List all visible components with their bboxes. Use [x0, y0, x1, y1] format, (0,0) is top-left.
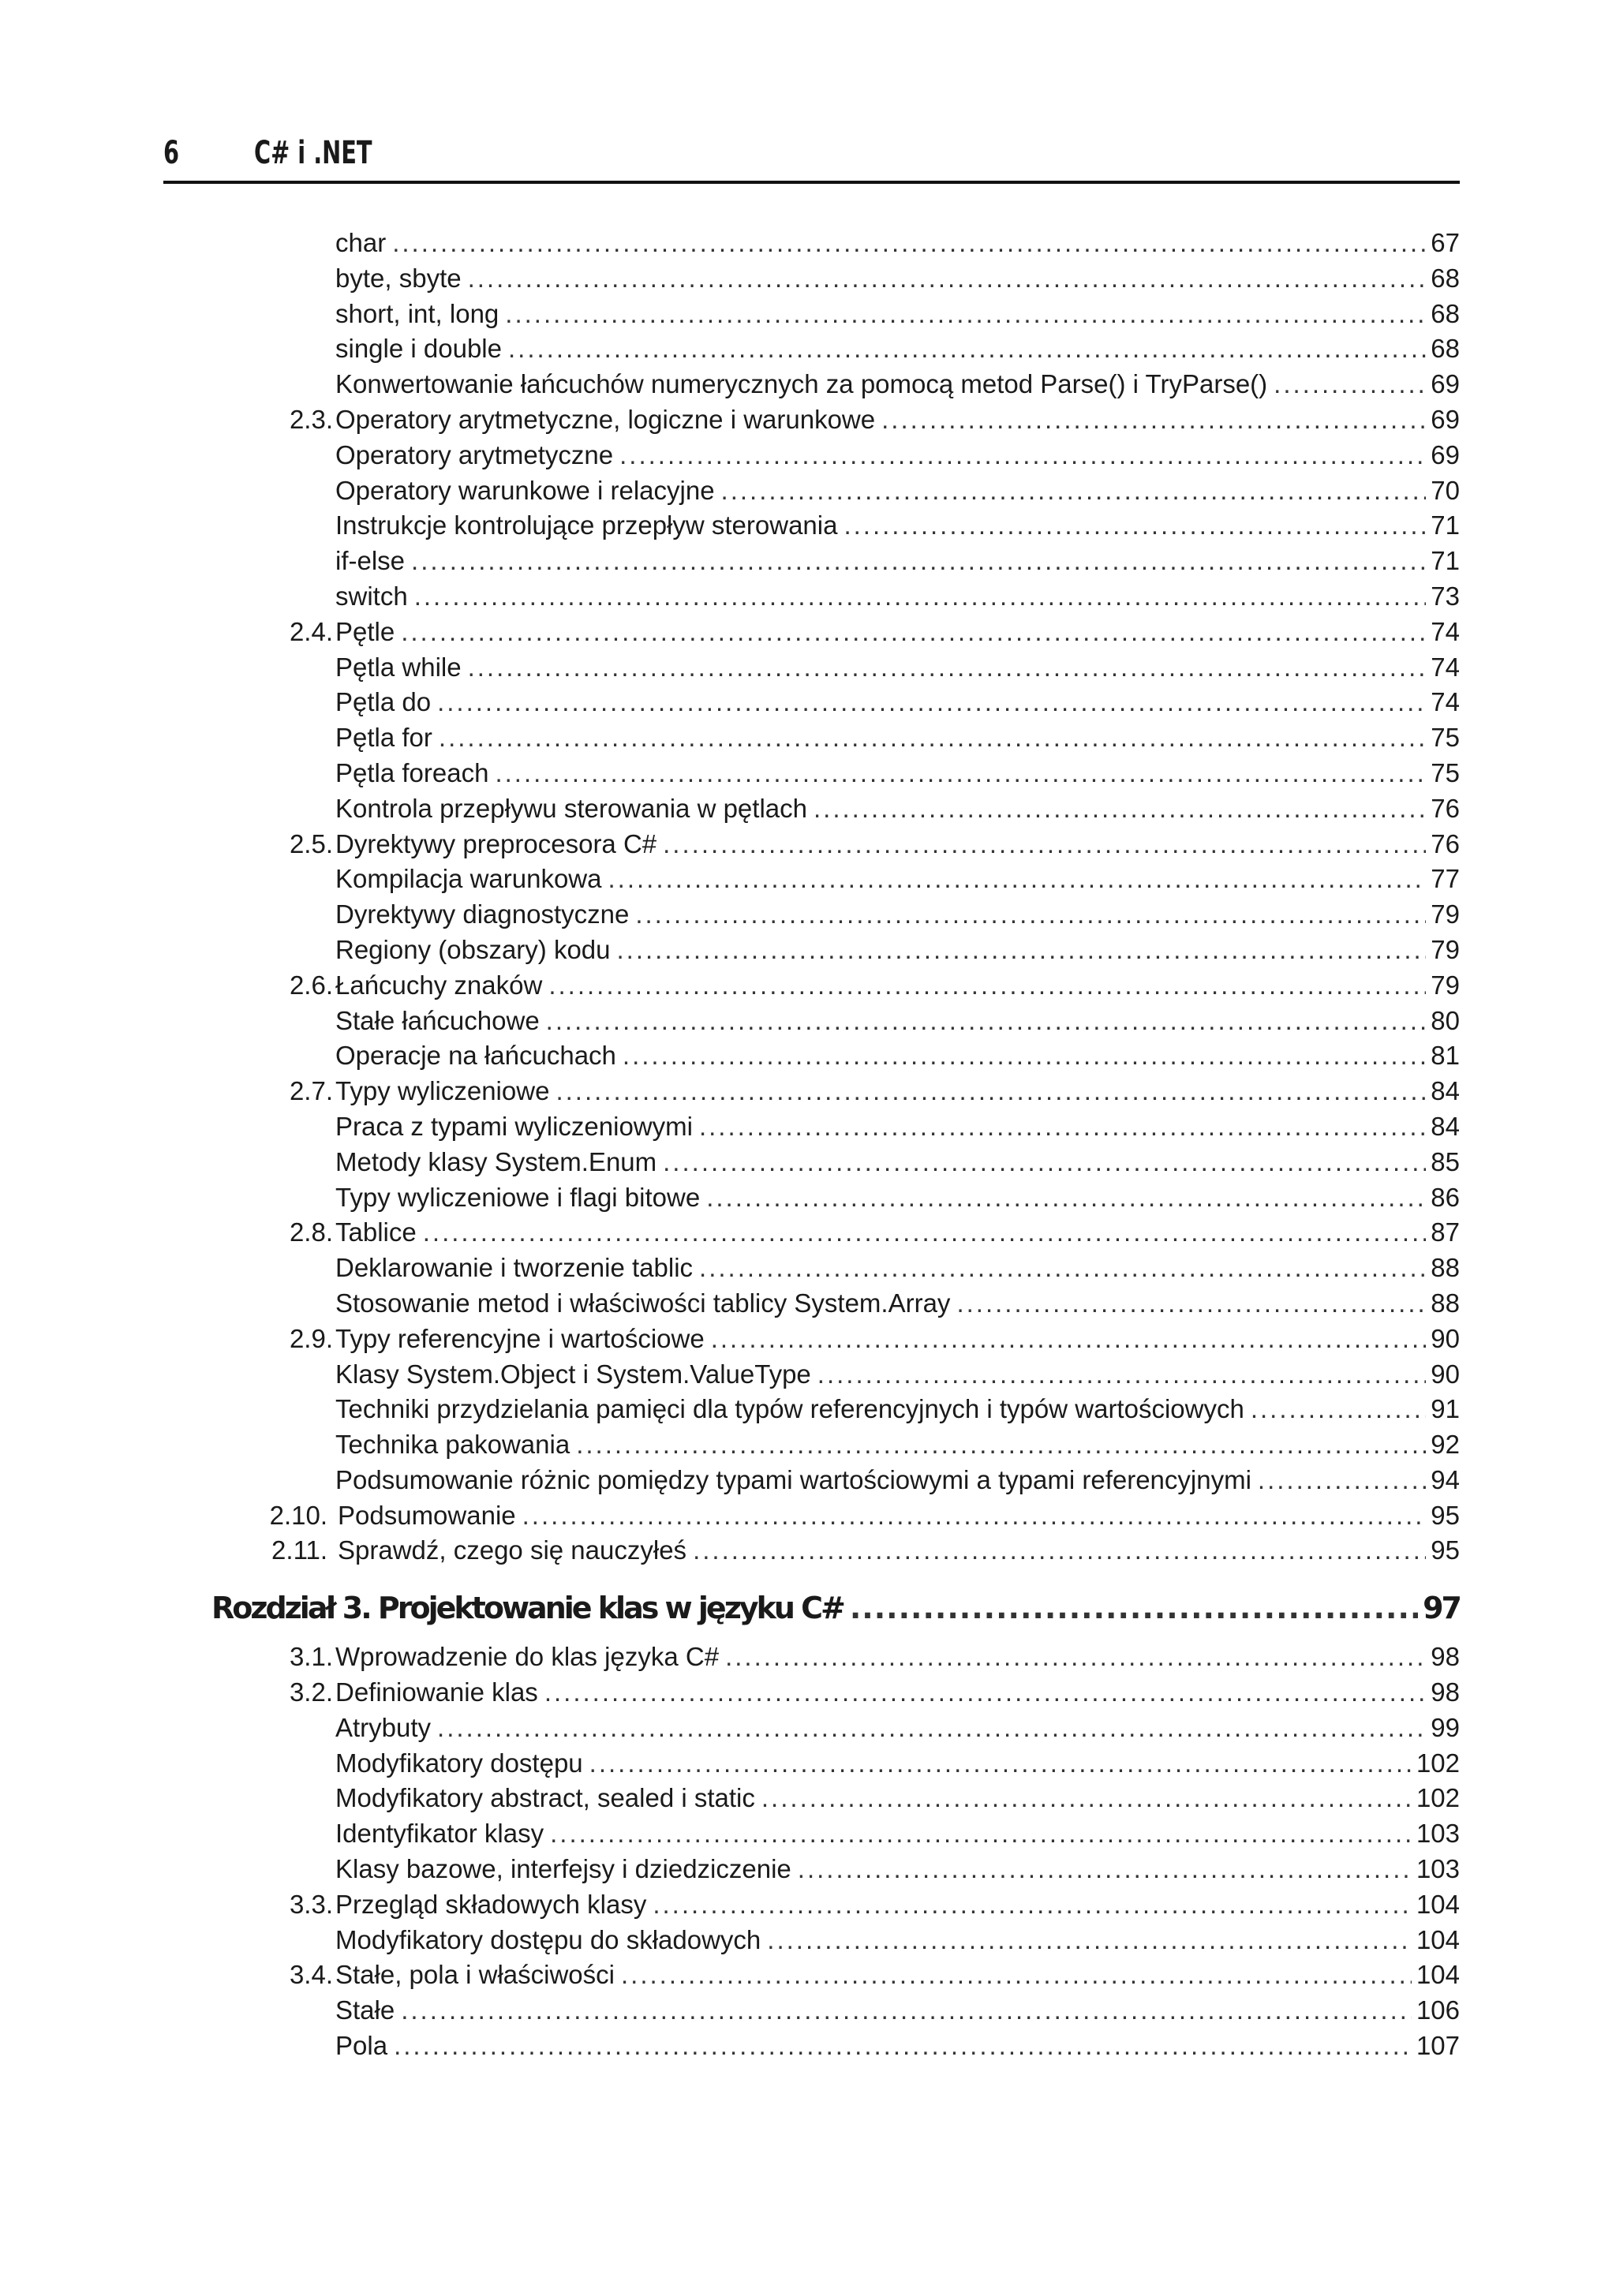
toc-entry-title: Tablice	[335, 1217, 417, 1247]
toc-page-number: 76	[1431, 828, 1460, 858]
toc-entry-title: single i double	[335, 334, 502, 364]
toc-entry-line	[335, 1463, 1460, 1498]
toc-entry-line	[335, 1781, 1460, 1816]
toc-subsection-entry	[0, 367, 1616, 402]
toc-entry-line	[335, 367, 1460, 402]
toc-page-number: 104	[1416, 1924, 1460, 1954]
toc-entry-title: Technika pakowania	[335, 1430, 570, 1460]
toc-entry-title: Pętla while	[335, 652, 462, 682]
toc-section-number: 3.1.	[289, 1642, 333, 1672]
toc-subsection-entry	[0, 331, 1616, 367]
toc-entry-title: Praca z typami wyliczeniowymi	[335, 1111, 693, 1141]
dot-leader	[956, 1286, 1426, 1322]
toc-entry-line	[335, 1286, 1460, 1322]
dot-leader	[548, 968, 1426, 1004]
toc-page-number: 90	[1431, 1323, 1460, 1353]
toc-section-number: 2.8.	[289, 1217, 333, 1247]
toc-page-number: 68	[1431, 263, 1460, 293]
dot-leader	[653, 1887, 1412, 1923]
toc-page-number: 80	[1431, 1005, 1460, 1035]
toc-subsection-entry	[0, 897, 1616, 933]
toc-entry-title: Operatory arytmetyczne, logiczne i warunkowe	[335, 404, 876, 434]
toc-subsection-entry	[0, 1711, 1616, 1746]
dot-leader	[761, 1781, 1412, 1816]
toc-entry-line	[335, 2029, 1460, 2064]
toc-entry-line	[335, 685, 1460, 720]
toc-entry-title: Wprowadzenie do klas języka C#	[335, 1642, 720, 1672]
toc-entry-line	[335, 544, 1460, 579]
toc-subsection-entry	[0, 756, 1616, 791]
toc-section-number: 2.4.	[289, 616, 333, 646]
toc-page-number: 76	[1431, 793, 1460, 823]
toc-page-number: 107	[1416, 2031, 1460, 2061]
toc-entry-line	[335, 1180, 1460, 1216]
toc-entry-title: Instrukcje kontrolujące przepływ sterowania	[335, 510, 838, 540]
toc-subsection-entry	[0, 1923, 1616, 1958]
toc-entry-line	[338, 1498, 1460, 1534]
toc-subsection-entry	[0, 791, 1616, 827]
dot-leader	[621, 1958, 1412, 1993]
toc-section-number: 2.5.	[289, 828, 333, 858]
toc-entry-title: Klasy bazowe, interfejsy i dziedziczenie	[335, 1854, 791, 1884]
toc-entry-title: Kompilacja warunkowa	[335, 864, 602, 894]
toc-subsection-entry	[0, 1357, 1616, 1393]
toc-section-entry	[0, 1215, 1616, 1251]
toc-entry-title: Typy wyliczeniowe i flagi bitowe	[335, 1182, 701, 1212]
toc-section-entry	[0, 827, 1616, 862]
toc-entry-title: char	[335, 228, 387, 257]
toc-page-number: 73	[1431, 581, 1460, 611]
dot-leader	[437, 685, 1426, 720]
toc-subsection-entry	[0, 1852, 1616, 1887]
dot-leader	[468, 650, 1427, 686]
dot-leader	[663, 1145, 1426, 1180]
dot-leader	[817, 1357, 1426, 1393]
dot-leader	[1274, 367, 1426, 402]
toc-entry-line	[335, 1074, 1460, 1109]
dot-leader	[544, 1675, 1426, 1711]
dot-leader	[550, 1816, 1412, 1852]
toc-entry-line	[338, 1533, 1460, 1569]
toc-page-number: 77	[1431, 864, 1460, 894]
toc-entry-line	[335, 615, 1460, 650]
dot-leader	[1258, 1463, 1426, 1498]
toc-entry-title: Pętla for	[335, 723, 432, 753]
toc-page-number: 88	[1431, 1253, 1460, 1283]
toc-subsection-entry	[0, 226, 1616, 261]
toc-entry-title: Klasy System.Object i System.ValueType	[335, 1359, 811, 1389]
toc-entry-line	[335, 1145, 1460, 1180]
toc-page-number: 79	[1431, 899, 1460, 929]
dot-leader	[635, 897, 1426, 933]
toc-page-number: 95	[1431, 1500, 1460, 1530]
toc-entry-line	[335, 650, 1460, 686]
toc-entry-title: Pętle	[335, 616, 395, 646]
toc-page-number: 81	[1431, 1041, 1460, 1071]
toc-subsection-entry	[0, 1392, 1616, 1427]
dot-leader	[767, 1923, 1412, 1958]
dot-leader	[619, 438, 1426, 473]
toc-page-number: 88	[1431, 1288, 1460, 1318]
toc-section-number: 2.3.	[289, 404, 333, 434]
toc-subsection-entry	[0, 261, 1616, 297]
toc-subsection-entry	[0, 473, 1616, 509]
toc-entry-line	[335, 1251, 1460, 1286]
toc-section-entry	[0, 968, 1616, 1004]
toc-page-number: 102	[1416, 1748, 1460, 1778]
dot-leader	[844, 508, 1426, 544]
toc-page-number: 74	[1431, 616, 1460, 646]
dot-leader	[711, 1322, 1427, 1357]
toc-subsection-entry	[0, 685, 1616, 720]
dot-leader	[392, 226, 1426, 261]
toc-section-entry	[0, 1074, 1616, 1109]
toc-entry-line	[335, 1887, 1460, 1923]
toc-section-entry	[0, 1958, 1616, 1993]
toc-entry-line	[335, 827, 1460, 862]
toc-entry-line	[335, 1109, 1460, 1145]
toc-subsection-entry	[0, 933, 1616, 968]
toc-subsection-entry	[0, 2029, 1616, 2064]
toc-entry-line	[335, 438, 1460, 473]
toc-page-number: 87	[1431, 1217, 1460, 1247]
dot-leader	[850, 1580, 1418, 1636]
toc-entry-title: Atrybuty	[335, 1712, 432, 1742]
toc-entry-title: Modyfikatory abstract, sealed i static	[335, 1783, 755, 1813]
toc-entry-line	[335, 1215, 1460, 1251]
toc-entry-line	[335, 1357, 1460, 1393]
toc-section-entry	[0, 1675, 1616, 1711]
toc-section-number: 2.6.	[289, 970, 333, 1000]
toc-page-number: 97	[1423, 1591, 1460, 1626]
dot-leader	[814, 791, 1426, 827]
toc-subsection-entry	[0, 438, 1616, 473]
toc-subsection-entry	[0, 1781, 1616, 1816]
toc-entry-title: Sprawdź, czego się nauczyłeś	[338, 1535, 687, 1565]
toc-entry-title: Stałe, pola i właściwości	[335, 1960, 615, 1990]
book-title: C# i .NET	[254, 135, 372, 171]
toc-entry-line	[335, 1640, 1460, 1675]
toc-entry-line	[335, 331, 1460, 367]
toc-entry-line	[335, 1004, 1460, 1039]
toc-entry-title: Operatory arytmetyczne	[335, 439, 614, 469]
toc-subsection-entry	[0, 1816, 1616, 1852]
toc-entry-title: Deklarowanie i tworzenie tablic	[335, 1253, 694, 1283]
dot-leader	[508, 331, 1426, 367]
dot-leader	[505, 297, 1426, 332]
toc-subsection-entry	[0, 1993, 1616, 2029]
toc-entry-line	[335, 1852, 1460, 1887]
page-number: 6	[163, 135, 180, 171]
dot-leader	[546, 1004, 1427, 1039]
toc-entry-line	[335, 226, 1460, 261]
dot-leader	[495, 756, 1426, 791]
toc-entry-line	[335, 1675, 1460, 1711]
toc-entry-title: Regiony (obszary) kodu	[335, 934, 611, 964]
dot-leader	[699, 1251, 1426, 1286]
toc-entry-line	[335, 791, 1460, 827]
toc-page-number: 94	[1431, 1464, 1460, 1494]
toc-section-entry	[0, 1640, 1616, 1675]
toc-entry-title: switch	[335, 581, 408, 611]
toc-subsection-entry	[0, 1145, 1616, 1180]
toc-entry-line	[335, 579, 1460, 615]
toc-entry-line	[335, 720, 1460, 756]
dot-leader	[522, 1498, 1427, 1534]
toc-page-number: 90	[1431, 1359, 1460, 1389]
toc-entry-line	[335, 897, 1460, 933]
toc-section-number: 3.4.	[289, 1960, 333, 1990]
toc-page-number: 69	[1431, 369, 1460, 399]
toc-section-entry	[0, 1498, 1616, 1534]
toc-page-number: 68	[1431, 298, 1460, 328]
toc-page-number: 103	[1416, 1854, 1460, 1884]
toc-page-number: 67	[1431, 228, 1460, 257]
toc-entry-title: Operacje na łańcuchach	[335, 1041, 616, 1071]
toc-entry-title: Podsumowanie	[338, 1500, 516, 1530]
toc-entry-title: Rozdział 3. Projektowanie klas w języku C#	[211, 1591, 844, 1626]
toc-entry-line	[335, 297, 1460, 332]
dot-leader	[576, 1427, 1426, 1463]
dot-leader	[798, 1852, 1412, 1887]
toc-section-number: 3.2.	[289, 1677, 333, 1707]
dot-leader	[1251, 1392, 1426, 1427]
toc-chapter-entry	[0, 1580, 1616, 1636]
toc-subsection-entry	[0, 720, 1616, 756]
table-of-contents	[0, 226, 1616, 2064]
toc-entry-title: Typy wyliczeniowe	[335, 1076, 550, 1106]
dot-leader	[414, 579, 1427, 615]
toc-page-number: 84	[1431, 1076, 1460, 1106]
toc-entry-title: Pętla foreach	[335, 757, 489, 787]
toc-entry-title: Identyfikator klasy	[335, 1819, 544, 1849]
toc-section-entry	[0, 1322, 1616, 1357]
toc-section-entry	[0, 1533, 1616, 1569]
toc-entry-title: Dyrektywy preprocesora C#	[335, 828, 657, 858]
toc-subsection-entry	[0, 1463, 1616, 1498]
dot-leader	[589, 1746, 1412, 1782]
dot-leader	[423, 1215, 1427, 1251]
toc-entry-title: Przegląd składowych klasy	[335, 1889, 647, 1919]
toc-subsection-entry	[0, 1251, 1616, 1286]
dot-leader	[881, 402, 1426, 438]
toc-entry-line	[335, 261, 1460, 297]
dot-leader	[693, 1533, 1426, 1569]
toc-entry-line	[335, 1711, 1460, 1746]
toc-page-number: 70	[1431, 475, 1460, 505]
dot-leader	[401, 615, 1426, 650]
toc-subsection-entry	[0, 1286, 1616, 1322]
toc-entry-title: Stałe łańcuchowe	[335, 1005, 540, 1035]
toc-page-number: 85	[1431, 1146, 1460, 1176]
toc-subsection-entry	[0, 297, 1616, 332]
page-header	[163, 130, 1460, 184]
toc-page-number: 79	[1431, 970, 1460, 1000]
dot-leader	[556, 1074, 1426, 1109]
toc-subsection-entry	[0, 1427, 1616, 1463]
toc-page-number: 74	[1431, 687, 1460, 717]
toc-subsection-entry	[0, 1004, 1616, 1039]
toc-subsection-entry	[0, 1180, 1616, 1216]
toc-entry-line	[335, 473, 1460, 509]
toc-entry-line	[335, 1993, 1460, 2029]
toc-page-number: 75	[1431, 723, 1460, 753]
toc-page-number: 98	[1431, 1642, 1460, 1672]
toc-page-number: 95	[1431, 1535, 1460, 1565]
dot-leader	[725, 1640, 1426, 1675]
toc-page-number: 102	[1416, 1783, 1460, 1813]
toc-page-number: 69	[1431, 439, 1460, 469]
toc-entry-title: Typy referencyjne i wartościowe	[335, 1323, 705, 1353]
dot-leader	[439, 720, 1426, 756]
toc-page-number: 68	[1431, 334, 1460, 364]
toc-subsection-entry	[0, 1109, 1616, 1145]
toc-entry-title: Pola	[335, 2031, 388, 2061]
toc-page-number: 104	[1416, 1889, 1460, 1919]
dot-leader	[617, 933, 1427, 968]
toc-entry-title: Podsumowanie różnic pomiędzy typami wartościowymi a typami referencyjnymi	[335, 1464, 1251, 1494]
toc-entry-line	[335, 1746, 1460, 1782]
toc-entry-line	[335, 862, 1460, 897]
toc-subsection-entry	[0, 1746, 1616, 1782]
toc-entry-title: Definiowanie klas	[335, 1677, 538, 1707]
toc-entry-title: Techniki przydzielania pamięci dla typów referencyjnych i typów wartościowych	[335, 1394, 1244, 1424]
toc-entry-line	[335, 1923, 1460, 1958]
toc-entry-line	[335, 1427, 1460, 1463]
toc-entry-title: Operatory warunkowe i relacyjne	[335, 475, 715, 505]
dot-leader	[699, 1109, 1426, 1145]
toc-entry-title: Stałe	[335, 1995, 395, 2025]
toc-page-number: 69	[1431, 404, 1460, 434]
dot-leader	[706, 1180, 1426, 1216]
toc-page-number: 91	[1431, 1394, 1460, 1424]
toc-entry-line	[335, 756, 1460, 791]
toc-page-number: 92	[1431, 1430, 1460, 1460]
toc-subsection-entry	[0, 1038, 1616, 1074]
toc-section-entry	[0, 615, 1616, 650]
toc-entry-line	[335, 402, 1460, 438]
toc-page-number: 71	[1431, 546, 1460, 576]
toc-page-number: 103	[1416, 1819, 1460, 1849]
toc-entry-title: Konwertowanie łańcuchów numerycznych za pomocą metod Parse() i TryParse()	[335, 369, 1268, 399]
toc-section-number: 2.11.	[271, 1535, 327, 1565]
toc-subsection-entry	[0, 544, 1616, 579]
toc-entry-line	[335, 1322, 1460, 1357]
toc-section-number: 2.10.	[269, 1500, 327, 1530]
toc-section-number: 3.3.	[289, 1889, 333, 1919]
toc-entry-line	[335, 1958, 1460, 1993]
toc-entry-line	[335, 1038, 1460, 1074]
toc-section-number: 2.7.	[289, 1076, 333, 1106]
toc-subsection-entry	[0, 579, 1616, 615]
toc-entry-line	[335, 508, 1460, 544]
dot-leader	[394, 2029, 1412, 2064]
toc-entry-title: Łańcuchy znaków	[335, 970, 543, 1000]
toc-page-number: 99	[1431, 1712, 1460, 1742]
dot-leader	[663, 827, 1426, 862]
dot-leader	[411, 544, 1426, 579]
toc-entry-line	[335, 1816, 1460, 1852]
toc-entry-title: Stosowanie metod i właściwości tablicy System.Array	[335, 1288, 951, 1318]
toc-entry-title: if-else	[335, 546, 406, 576]
toc-page-number: 79	[1431, 934, 1460, 964]
toc-entry-line	[335, 1392, 1460, 1427]
toc-entry-title: short, int, long	[335, 298, 499, 328]
toc-entry-title: Kontrola przepływu sterowania w pętlach	[335, 793, 807, 823]
toc-entry-line	[211, 1580, 1460, 1636]
toc-page-number: 71	[1431, 510, 1460, 540]
dot-leader	[437, 1711, 1426, 1746]
toc-entry-line	[335, 933, 1460, 968]
toc-subsection-entry	[0, 862, 1616, 897]
toc-page-number: 74	[1431, 652, 1460, 682]
dot-leader	[401, 1993, 1412, 2029]
toc-page-number: 98	[1431, 1677, 1460, 1707]
toc-page-number: 104	[1416, 1960, 1460, 1990]
toc-page-number: 106	[1416, 1995, 1460, 2025]
toc-entry-line	[335, 968, 1460, 1004]
dot-leader	[608, 862, 1427, 897]
toc-section-number: 2.9.	[289, 1323, 333, 1353]
toc-page-number: 75	[1431, 757, 1460, 787]
dot-leader	[623, 1038, 1426, 1074]
toc-page-number: 84	[1431, 1111, 1460, 1141]
toc-entry-title: byte, sbyte	[335, 263, 462, 293]
toc-entry-title: Modyfikatory dostępu do składowych	[335, 1924, 761, 1954]
toc-entry-title: Metody klasy System.Enum	[335, 1146, 657, 1176]
toc-subsection-entry	[0, 508, 1616, 544]
toc-entry-title: Modyfikatory dostępu	[335, 1748, 583, 1778]
toc-page-number: 86	[1431, 1182, 1460, 1212]
toc-entry-title: Dyrektywy diagnostyczne	[335, 899, 630, 929]
dot-leader	[468, 261, 1427, 297]
toc-section-entry	[0, 402, 1616, 438]
dot-leader	[721, 473, 1427, 509]
toc-section-entry	[0, 1887, 1616, 1923]
toc-subsection-entry	[0, 650, 1616, 686]
toc-entry-title: Pętla do	[335, 687, 432, 717]
